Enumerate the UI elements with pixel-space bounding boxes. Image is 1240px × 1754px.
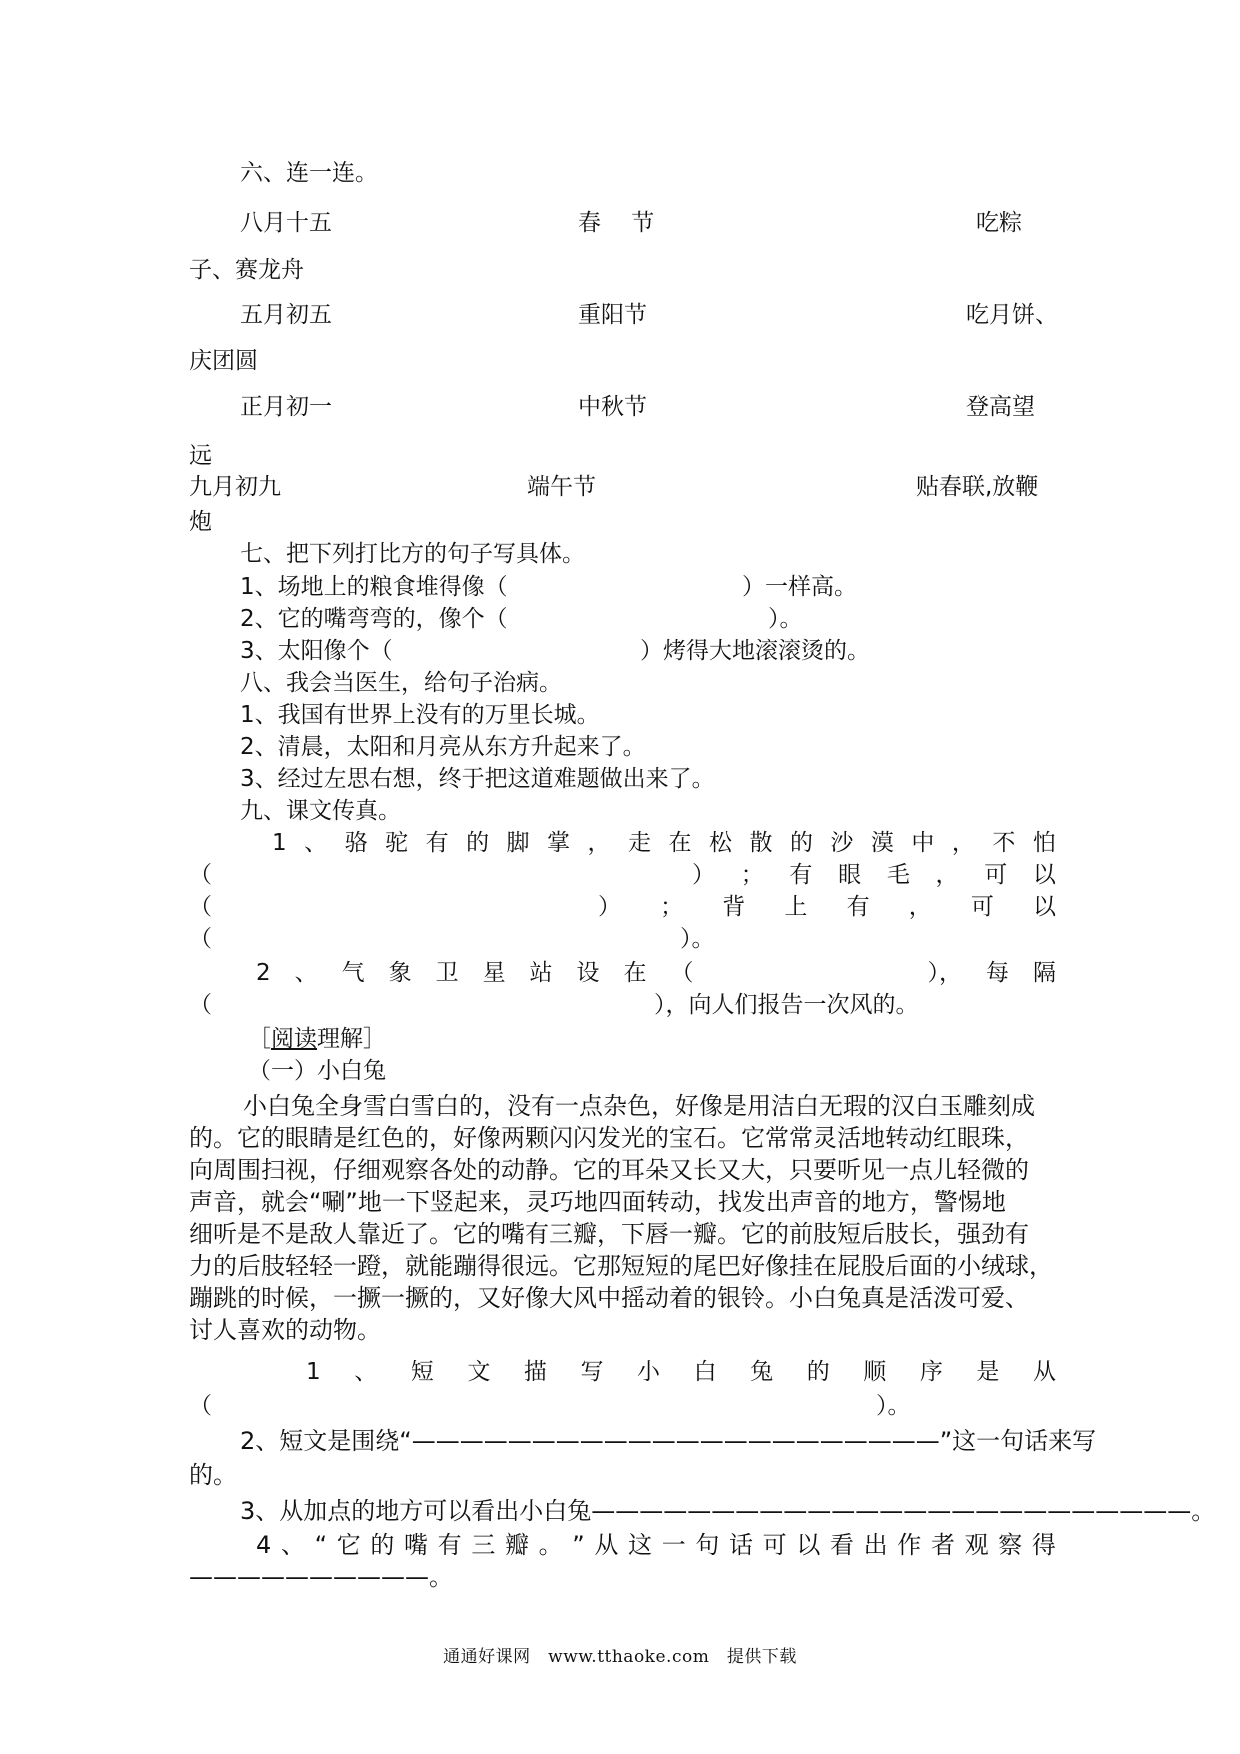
section7-title: 七、把下列打比方的句子写具体。 bbox=[240, 541, 585, 567]
sentence-item-2: 2、清晨，太阳和月亮从东方升起来了。 bbox=[240, 734, 646, 760]
satellite-question-line1: 2 、 气 象 卫 星 站 设 在 （ ）， 每 隔 bbox=[256, 960, 1056, 986]
page-footer: 通通好课网 www.tthaoke.com 提供下载 bbox=[443, 1647, 797, 1667]
blank-open: （ bbox=[189, 1393, 212, 1419]
simile-item-3-end: ）烤得大地滚滚烫的。 bbox=[640, 638, 870, 664]
simile-item-2-end: ）。 bbox=[768, 606, 803, 632]
simile-item-1-end: ）一样高。 bbox=[742, 574, 857, 600]
blank-open: （ bbox=[189, 926, 212, 952]
match-custom-cont: 庆团圆 bbox=[189, 348, 258, 374]
match-custom: 吃月饼、 bbox=[966, 302, 1058, 328]
match-festival: 春 节 bbox=[578, 210, 655, 236]
blank-open: （ bbox=[189, 992, 212, 1018]
section8-title: 八、我会当医生，给句子治病。 bbox=[240, 670, 562, 696]
match-custom: 登高望 bbox=[966, 394, 1035, 420]
sentence-item-3: 3、经过左思右想，终于把这道难题做出来了。 bbox=[240, 766, 715, 792]
match-festival: 端午节 bbox=[527, 474, 596, 500]
match-custom: 吃粽 bbox=[976, 210, 1022, 236]
section6-title: 六、连一连。 bbox=[240, 160, 378, 186]
reading-question-3: 3、从加点的地方可以看出小白兔—————————————————————————。 bbox=[240, 1497, 1216, 1525]
reading-question-2: 2、短文是围绕“——————————————————————”这一句话来写 bbox=[240, 1427, 1097, 1455]
passage-title: （一）小白兔 bbox=[248, 1058, 386, 1084]
reading-question-4-cont: ——————————。 bbox=[189, 1563, 453, 1591]
passage-text: 小白兔全身雪白雪白的，没有一点杂色，好像是用洁白无瑕的汉白玉雕刻成 的。它的眼睛是红色的，好像两颗闪闪发光的宝石。它常常灵活地转动红眼珠， 向周围扫视，仔细观察各处的动静。它的耳朵又长又大，只要听见一点儿轻微的 声音，就会“唰”地一下竖起来，灵巧地四面转动，找发出声音的地方，警惕地 细听是不是敌人靠近了。它的嘴有三瓣，下唇一瓣。它的前肢短后肢长，强劲有 力的后肢轻轻一蹬，就能蹦得很远。它那短短的尾巴好像挂在屁股后面的小绒球， 蹦跳的时候，一撅一撅的，又好像大风中摇动着的银铃。小白兔真是活泼可爱、 讨人喜欢的动物。 bbox=[189, 1092, 1053, 1344]
match-custom-cont: 炮 bbox=[189, 509, 212, 535]
match-date: 九月初九 bbox=[189, 474, 281, 500]
match-festival: 中秋节 bbox=[578, 394, 647, 420]
match-festival: 重阳节 bbox=[578, 302, 647, 328]
reading-question-4-line1: 4 、 “ 它 的 嘴 有 三 瓣 。 ” 从 这 一 句 话 可 以 看 出 作 者 观 察 得 bbox=[256, 1531, 1056, 1559]
simile-item-1: 1、场地上的粮食堆得像（ bbox=[240, 574, 508, 600]
reading-question-2-cont: 的。 bbox=[189, 1461, 237, 1489]
match-custom-cont: 远 bbox=[189, 443, 212, 469]
camel-question-line1: 1 、 骆 驼 有 的 脚 掌 ， 走 在 松 散 的 沙 漠 中 ， 不 怕 bbox=[272, 830, 1056, 856]
simile-item-3: 3、太阳像个（ bbox=[240, 638, 393, 664]
satellite-question-line2: ），向人们报告一次风的。 bbox=[654, 992, 919, 1018]
match-date: 八月十五 bbox=[240, 210, 332, 236]
blank-open: （ bbox=[189, 894, 212, 920]
blank-open: （ bbox=[189, 862, 212, 888]
reading-header: ［阅读理解］ bbox=[248, 1026, 386, 1052]
simile-item-2: 2、它的嘴弯弯的，像个（ bbox=[240, 606, 508, 632]
blank-close: ）。 bbox=[680, 926, 715, 952]
match-date: 五月初五 bbox=[240, 302, 332, 328]
blank-close: ）。 bbox=[876, 1393, 911, 1419]
reading-question-1-line1: 1 、 短 文 描 写 小 白 兔 的 顺 序 是 从 bbox=[306, 1359, 1056, 1385]
section9-title: 九、课文传真。 bbox=[240, 798, 401, 824]
sentence-item-1: 1、我国有世界上没有的万里长城。 bbox=[240, 702, 600, 728]
match-custom: 贴春联,放鞭 bbox=[916, 474, 1039, 500]
camel-question-line2: ） ； 有 眼 毛 ， 可 以 bbox=[692, 862, 1056, 888]
match-custom-cont: 子、赛龙舟 bbox=[189, 257, 304, 283]
camel-question-line3: ） ； 背 上 有 ， 可 以 bbox=[598, 894, 1056, 920]
match-date: 正月初一 bbox=[240, 394, 332, 420]
